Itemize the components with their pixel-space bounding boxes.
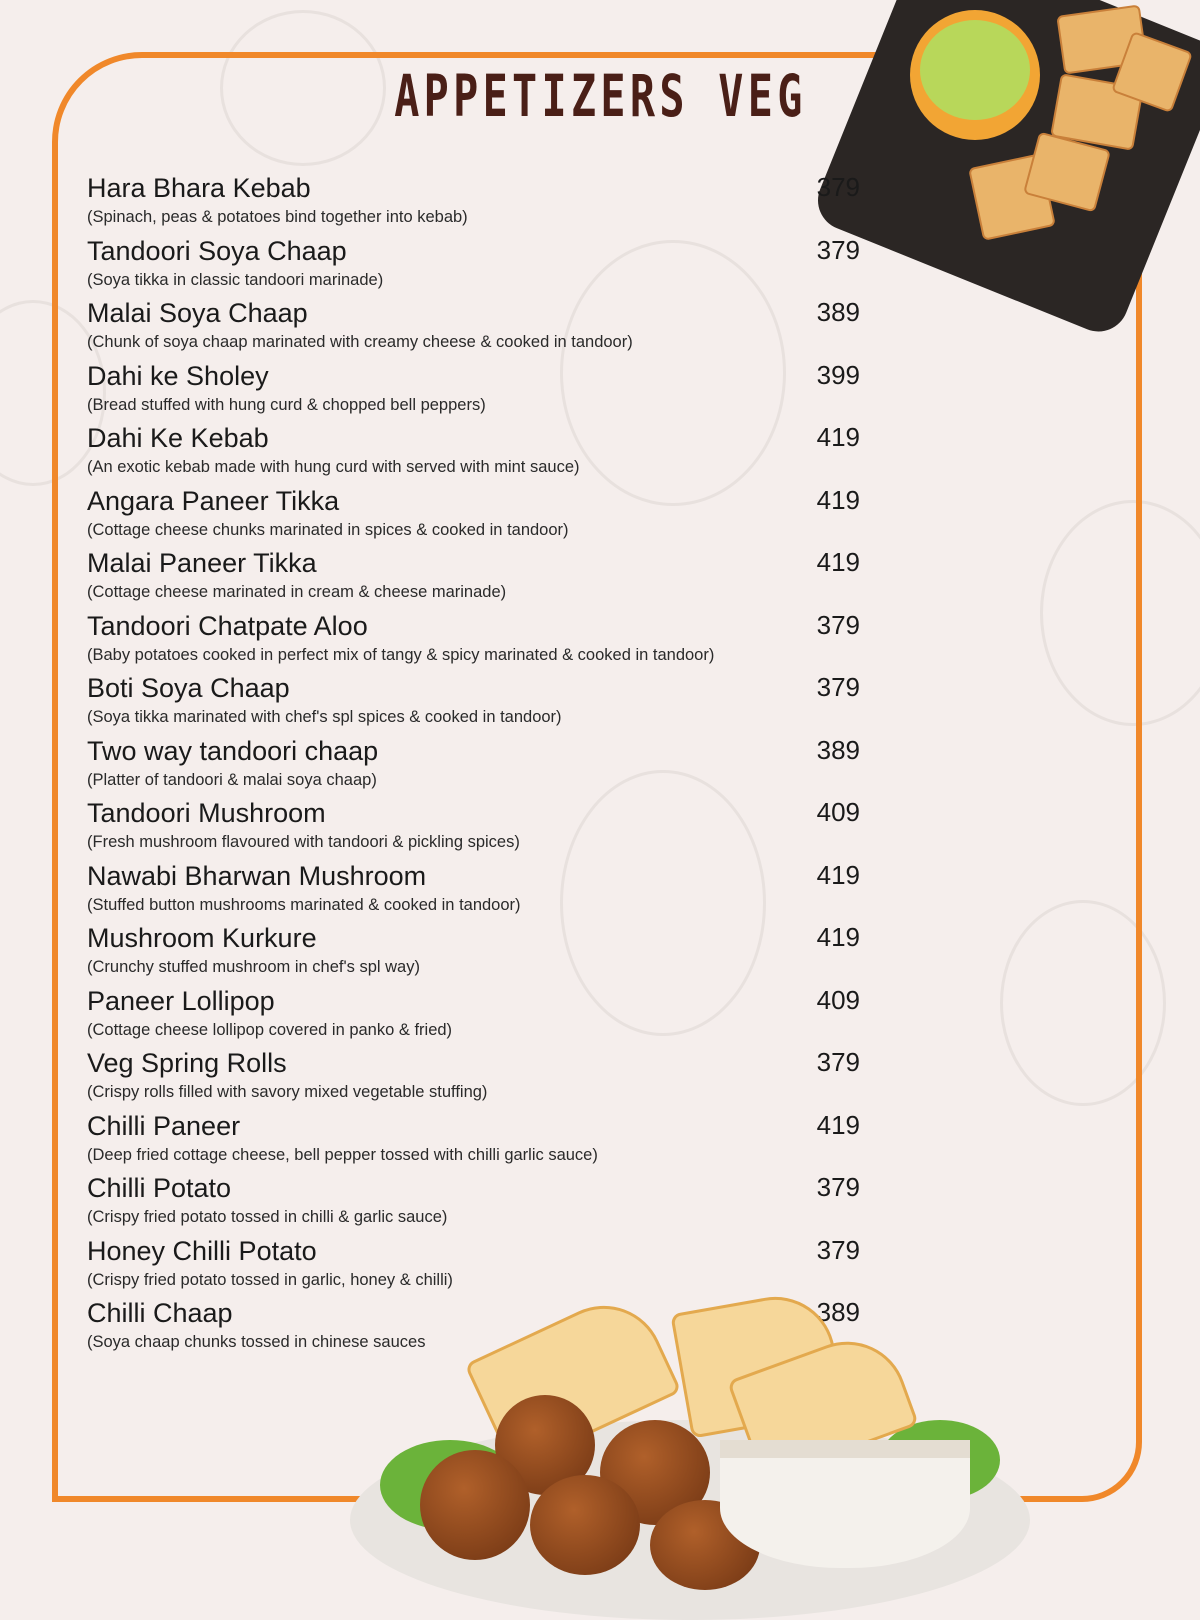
item-price: 409 xyxy=(816,984,860,1015)
item-description: (Baby potatoes cooked in perfect mix of tangy & spicy marinated & cooked in tandoor) xyxy=(87,645,715,664)
item-description: (Cottage cheese marinated in cream & cheese marinade) xyxy=(87,583,507,601)
item-name: Boti Soya Chaap xyxy=(87,673,290,703)
menu-item xyxy=(87,420,877,483)
item-price: 409 xyxy=(816,797,860,827)
menu-item xyxy=(87,358,877,421)
menu-list xyxy=(87,170,877,1358)
item-price: 419 xyxy=(816,1109,860,1140)
item-name: Honey Chilli Potato xyxy=(87,1235,317,1266)
menu-item xyxy=(87,170,877,233)
menu-item xyxy=(87,1045,877,1108)
item-price: 419 xyxy=(816,547,860,577)
menu-item xyxy=(87,1233,877,1296)
item-name: Tandoori Chatpate Aloo xyxy=(87,610,368,641)
item-description: (Crunchy stuffed mushroom in chef's spl way) xyxy=(87,958,420,976)
item-price: 379 xyxy=(816,609,860,640)
item-name: Dahi ke Sholey xyxy=(87,360,269,391)
item-price: 419 xyxy=(816,422,860,452)
item-description: (Spinach, peas & potatoes bind together into kebab) xyxy=(87,208,468,226)
item-name: Chilli Potato xyxy=(87,1173,232,1203)
item-price: 379 xyxy=(816,672,860,702)
item-name: Malai Paneer Tikka xyxy=(87,548,317,578)
item-description: (Bread stuffed with hung curd & chopped bell peppers) xyxy=(87,395,486,414)
menu-item xyxy=(87,483,877,546)
item-name: Paneer Lollipop xyxy=(87,985,275,1016)
menu-item xyxy=(87,295,877,358)
item-name: Chilli Chaap xyxy=(87,1298,233,1328)
item-name: Mushroom Kurkure xyxy=(87,923,317,953)
item-description: (Deep fried cottage cheese, bell pepper tossed with chilli garlic sauce) xyxy=(87,1145,598,1164)
item-name: Veg Spring Rolls xyxy=(87,1048,287,1078)
item-description: (Cottage cheese chunks marinated in spices & cooked in tandoor) xyxy=(87,520,569,539)
item-description: (Platter of tandoori & malai soya chaap) xyxy=(87,770,377,789)
item-name: Malai Soya Chaap xyxy=(87,298,308,328)
page-title: APPETIZERS VEG xyxy=(393,62,807,130)
item-price: 419 xyxy=(816,859,860,890)
item-name: Angara Paneer Tikka xyxy=(87,485,340,516)
item-price: 379 xyxy=(816,234,860,265)
item-name: Hara Bhara Kebab xyxy=(87,173,311,203)
menu-item xyxy=(87,733,877,796)
item-price: 389 xyxy=(816,297,860,327)
item-description: (Crispy fried potato tossed in garlic, honey & chilli) xyxy=(87,1270,453,1289)
item-price: 379 xyxy=(816,172,860,202)
item-description: (An exotic kebab made with hung curd with served with mint sauce) xyxy=(87,458,580,476)
item-description: (Soya tikka marinated with chef's spl spices & cooked in tandoor) xyxy=(87,708,562,726)
item-description: (Cottage cheese lollipop covered in panko & fried) xyxy=(87,1020,453,1039)
item-name: Tandoori Soya Chaap xyxy=(87,235,347,266)
item-description: (Crispy fried potato tossed in chilli & garlic sauce) xyxy=(87,1208,448,1226)
item-name: Dahi Ke Kebab xyxy=(87,423,269,453)
item-price: 419 xyxy=(816,922,860,952)
item-price: 389 xyxy=(816,734,860,765)
menu-item xyxy=(87,795,877,858)
item-name: Two way tandoori chaap xyxy=(87,735,379,766)
menu-item xyxy=(87,858,877,921)
item-name: Tandoori Mushroom xyxy=(87,798,326,828)
menu-item xyxy=(87,670,877,733)
item-description: (Soya tikka in classic tandoori marinade) xyxy=(87,270,384,289)
menu-item xyxy=(87,983,877,1046)
item-price: 399 xyxy=(816,359,860,390)
item-price: 379 xyxy=(816,1047,860,1077)
item-name: Chilli Paneer xyxy=(87,1110,241,1141)
item-price: 379 xyxy=(816,1172,860,1202)
menu-item xyxy=(87,1170,877,1233)
item-description: (Fresh mushroom flavoured with tandoori & pickling spices) xyxy=(87,833,520,851)
item-description: (Stuffed button mushrooms marinated & cooked in tandoor) xyxy=(87,895,521,914)
item-price: 389 xyxy=(816,1297,860,1327)
menu-item xyxy=(87,920,877,983)
item-price: 379 xyxy=(816,1234,860,1265)
item-name: Nawabi Bharwan Mushroom xyxy=(87,860,427,891)
menu-item xyxy=(87,1108,877,1171)
item-description: (Crispy rolls filled with savory mixed vegetable stuffing) xyxy=(87,1083,488,1101)
item-price: 419 xyxy=(816,484,860,515)
item-description: (Soya chaap chunks tossed in chinese sauces xyxy=(87,1333,426,1351)
menu-item xyxy=(87,545,877,608)
menu-item xyxy=(87,608,877,671)
item-description: (Chunk of soya chaap marinated with creamy cheese & cooked in tandoor) xyxy=(87,333,633,351)
menu-item xyxy=(87,233,877,296)
